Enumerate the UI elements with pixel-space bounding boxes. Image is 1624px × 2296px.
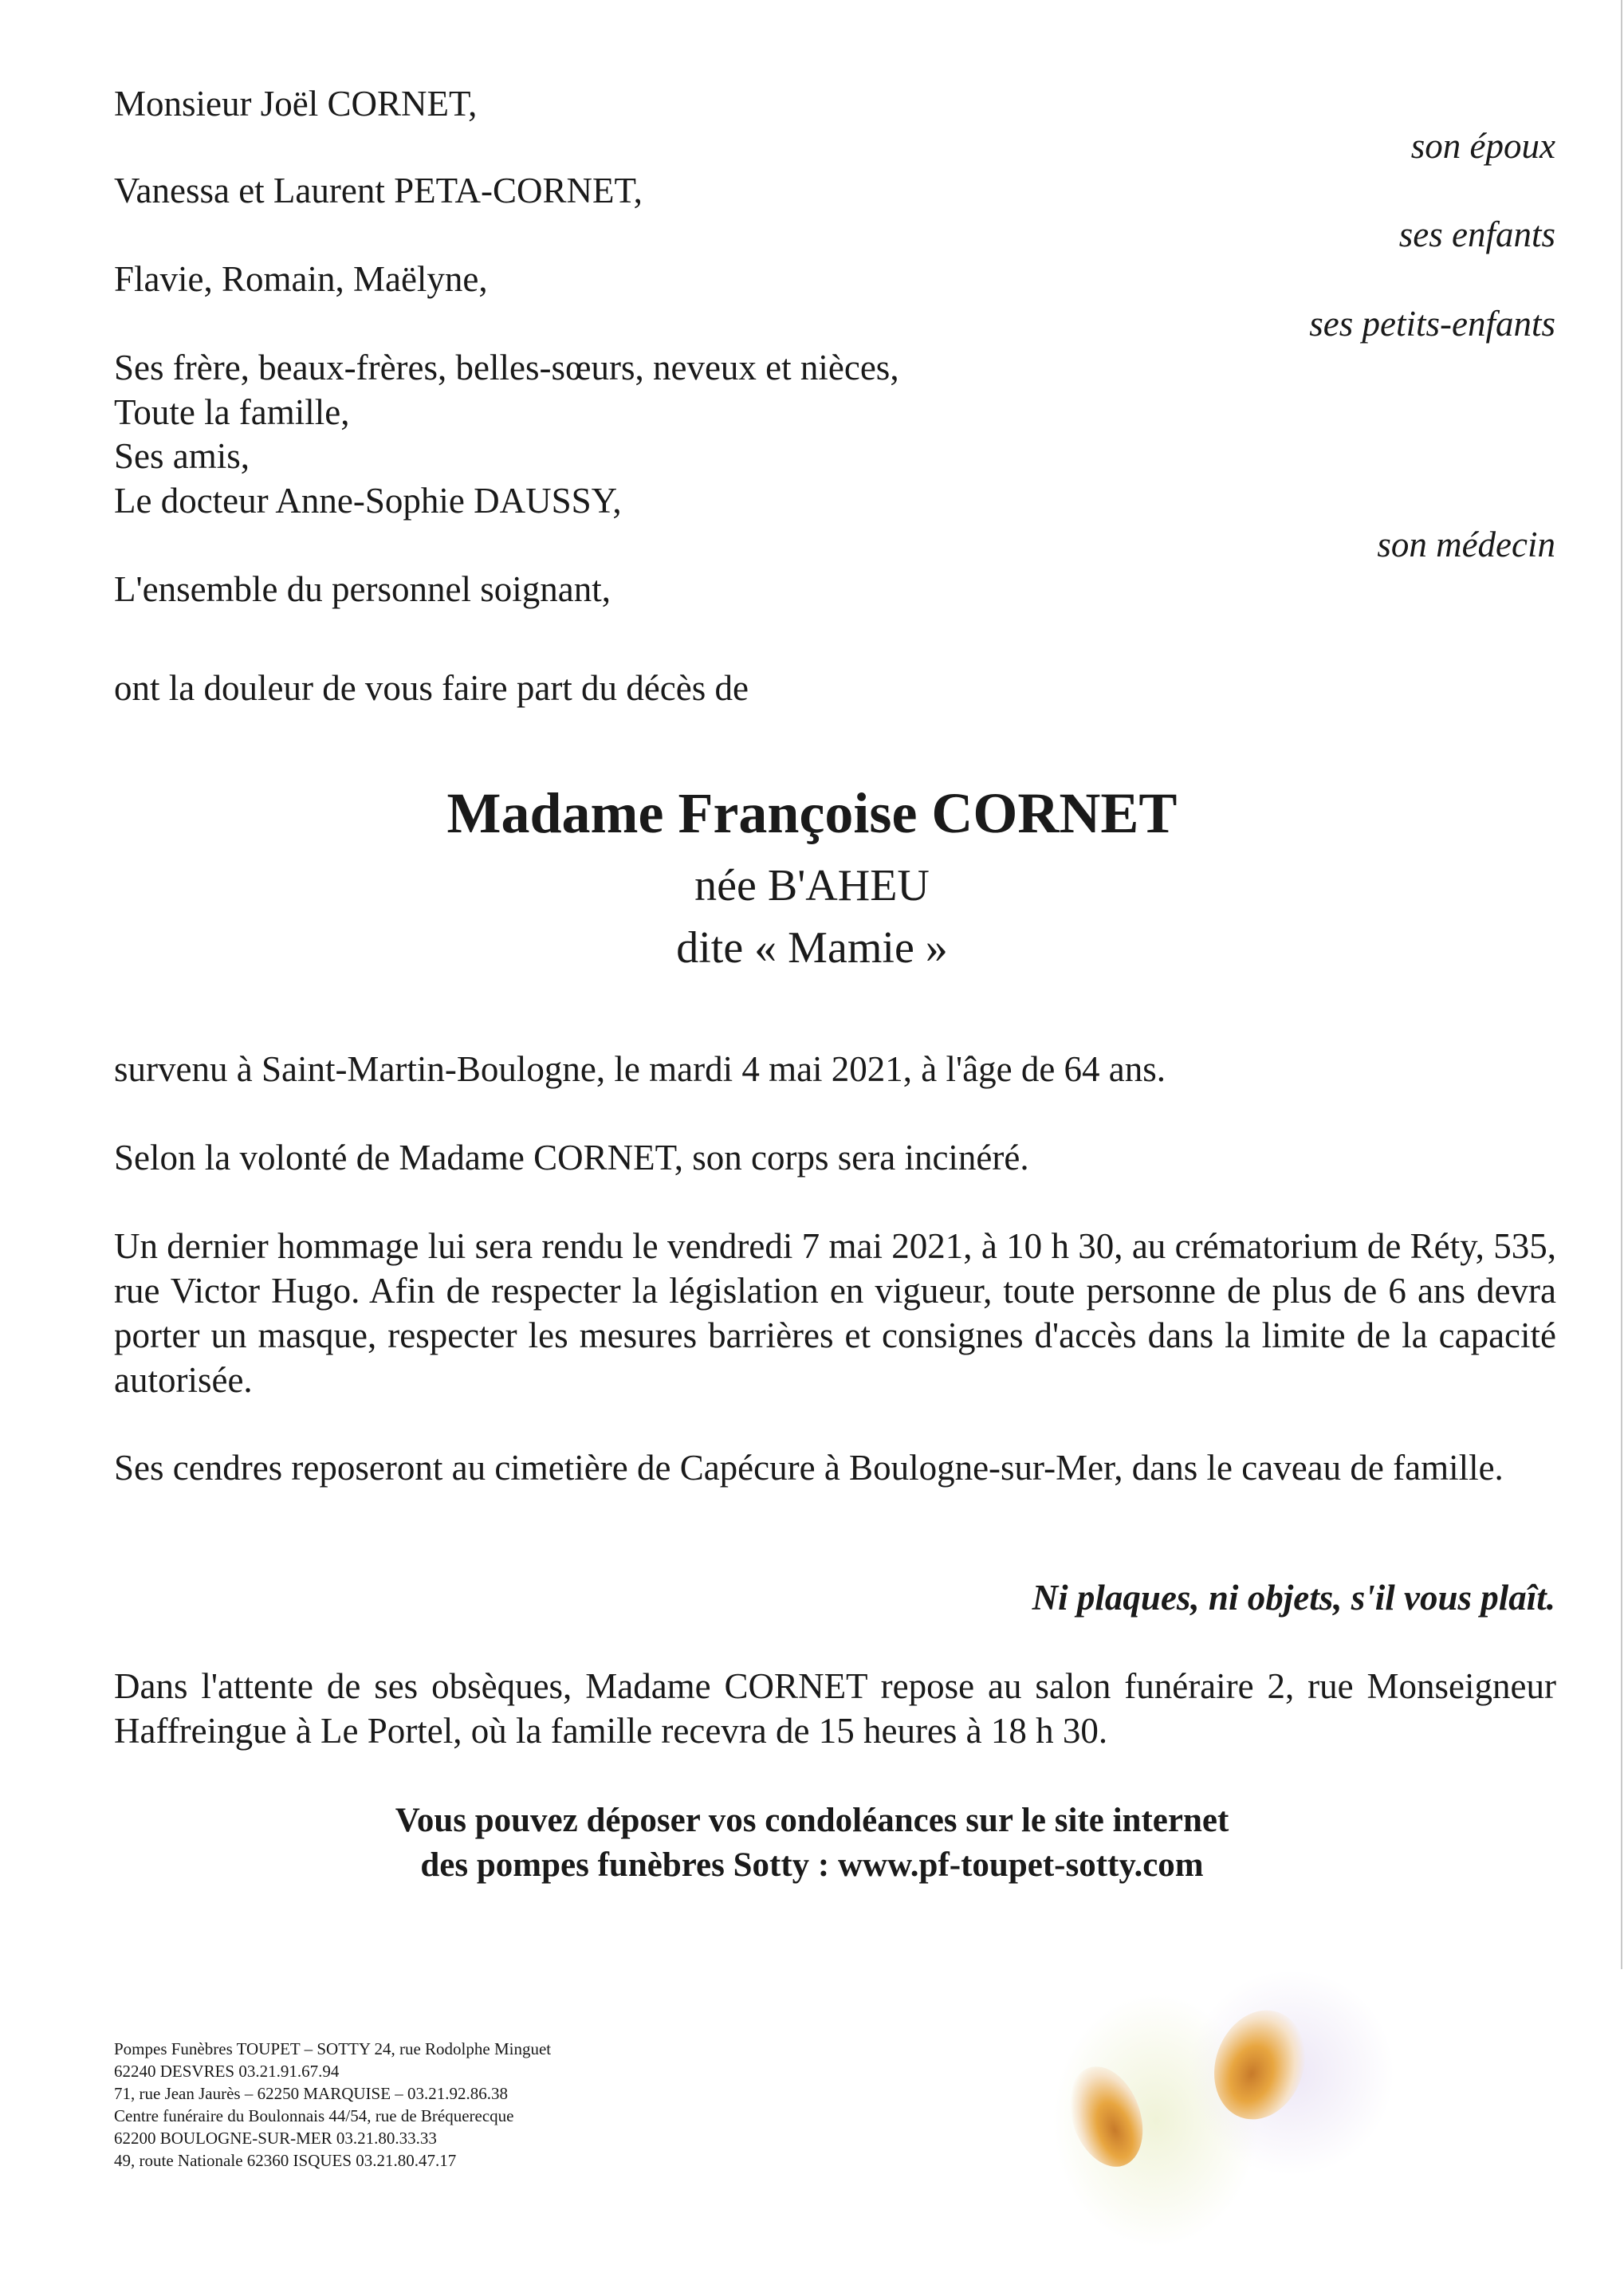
wish-paragraph: Selon la volonté de Madame CORNET, son corps sera incinéré.: [114, 1138, 1029, 1177]
ceremony-paragraph: Un dernier hommage lui sera rendu le vendredi 7 mai 2021, à 10 h 30, au crématorium de Réty, 535, rue Victor Hugo. Afin de respecter la législation en vigueur, toute personne de plus de 6 ans devra porter un masque, respecter les mesures barrières et consignes d'accès dans la limite de la capacité autorisée.: [114, 1226, 1556, 1400]
orchid-image: [1036, 1945, 1624, 2296]
family-relation: ses petits-enfants: [1309, 304, 1555, 344]
ashes-paragraph: Ses cendres reposeront au cimetière de Capécure à Boulogne-sur-Mer, dans le caveau de famille.: [114, 1448, 1504, 1488]
condolences-line[interactable]: des pompes funèbres Sotty : www.pf-toupet-sotty.com: [420, 1846, 1204, 1884]
doctor-relation: son médecin: [1377, 525, 1555, 564]
visitation-paragraph: Dans l'attente de ses obsèques, Madame CORNET repose au salon funéraire 2, rue Monseigneur Haffreingue à Le Portel, où la famille recevra de 15 heures à 18 h 30.: [114, 1666, 1556, 1751]
deceased-name: Madame Françoise CORNET: [446, 781, 1178, 845]
footer-line: 62240 DESVRES 03.21.91.67.94: [114, 2062, 340, 2081]
deceased-maiden-name: née B'AHEU: [694, 861, 930, 910]
family-relation: son époux: [1410, 126, 1555, 166]
footer-line: Centre funéraire du Boulonnais 44/54, rue de Bréquerecque: [114, 2106, 514, 2125]
family-name: Flavie, Romain, Maëlyne,: [114, 259, 488, 299]
staff-line: L'ensemble du personnel soignant,: [114, 569, 611, 609]
footer-line: 71, rue Jean Jaurès – 62250 MARQUISE – 03.21.92.86.38: [114, 2084, 509, 2103]
no-flowers-note: Ni plaques, ni objets, s'il vous plaît.: [1032, 1578, 1555, 1618]
page-edge-right: [1621, 0, 1622, 1969]
funeral-home-footer: [114, 2038, 551, 2172]
other-mourners: Ses amis,: [114, 436, 250, 476]
family-name: Vanessa et Laurent PETA-CORNET,: [114, 171, 643, 210]
footer-line: 49, route Nationale 62360 ISQUES 03.21.80.47.17: [114, 2151, 457, 2170]
death-paragraph: survenu à Saint-Martin-Boulogne, le mardi 4 mai 2021, à l'âge de 64 ans.: [114, 1049, 1166, 1089]
announcement: ont la douleur de vous faire part du décès de: [114, 668, 749, 708]
deceased-nickname: dite « Mamie »: [676, 923, 948, 973]
other-mourners: Le docteur Anne-Sophie DAUSSY,: [114, 481, 622, 521]
family-relation: ses enfants: [1398, 214, 1555, 254]
footer-line: Pompes Funèbres TOUPET – SOTTY 24, rue Rodolphe Minguet: [114, 2039, 552, 2058]
family-name: Monsieur Joël CORNET,: [114, 84, 478, 124]
other-mourners: Ses frère, beaux-frères, belles-sœurs, neveux et nièces,: [114, 348, 899, 387]
footer-line: 62200 BOULOGNE-SUR-MER 03.21.80.33.33: [114, 2129, 437, 2148]
condolences-line: Vous pouvez déposer vos condoléances sur le site internet: [395, 1802, 1229, 1839]
other-mourners: Toute la famille,: [114, 392, 350, 432]
